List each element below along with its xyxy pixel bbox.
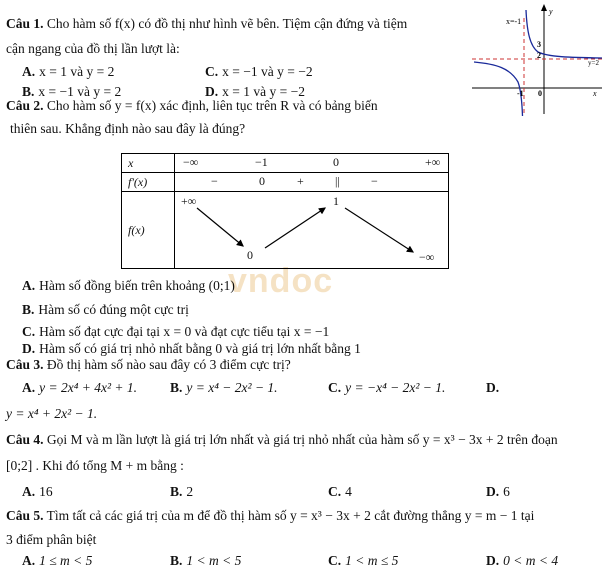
q2-text-1: Cho hàm số y = f(x) xác định, liên tục trên R và có bảng biến: [46, 98, 378, 113]
q1-option-d-label: D.: [205, 84, 219, 99]
vt-x-value-2: −1: [255, 155, 268, 169]
q2-option-a-label: A.: [22, 278, 36, 293]
q4-option-d-text: 6: [503, 484, 510, 499]
q2-line1: [6, 98, 378, 114]
q5-option-d[interactable]: [486, 553, 558, 569]
q3-option-d[interactable]: [486, 380, 503, 396]
q5-option-a[interactable]: [22, 553, 92, 569]
q1-option-a[interactable]: [22, 64, 114, 80]
vt-f-value-0: 0: [247, 248, 253, 262]
q3-option-a[interactable]: [22, 380, 137, 396]
tick-2: 2: [537, 51, 541, 60]
q5-line1: [6, 508, 534, 524]
q2-option-c[interactable]: [22, 324, 329, 340]
q1-option-b-text: x = −1 và y = 2: [38, 84, 122, 99]
q3-option-b-label: B.: [170, 380, 183, 395]
vt-x-label: x: [128, 155, 134, 170]
q1-option-b-label: B.: [22, 84, 35, 99]
q1-function-graph: [466, 2, 606, 120]
q1-option-d-text: x = 1 và y = −2: [222, 84, 305, 99]
q5-option-b-text: 1 < m < 5: [186, 553, 242, 568]
vt-fprime-header-cell: [122, 173, 175, 192]
vt-x-value-3: 0: [333, 155, 339, 169]
q4-option-c[interactable]: [328, 484, 352, 500]
q3-option-b-text: y = x⁴ − 2x² − 1.: [186, 380, 278, 395]
tick-minus-1: -1: [517, 89, 524, 98]
q4-text-1: Gọi M và m lần lượt là giá trị lớn nhất và giá trị nhỏ nhất của hàm số y = x³ − 3x + 2 trên đoạn: [46, 432, 558, 447]
q2-option-a[interactable]: [22, 278, 235, 294]
q3-line: [6, 357, 291, 373]
q4-option-a-text: 16: [39, 484, 53, 499]
vt-x-header-cell: [122, 154, 175, 173]
q4-option-b-text: 2: [186, 484, 194, 499]
q3-option-c[interactable]: [328, 380, 445, 396]
q3-option-c-text: y = −x⁴ − 2x² − 1.: [345, 380, 446, 395]
q5-line2: 3 điểm phân biệt: [6, 532, 97, 547]
watermark-logo: vndoc: [228, 262, 334, 300]
q4-line1: [6, 432, 558, 448]
q1-option-c[interactable]: [205, 64, 313, 80]
q2-option-c-label: C.: [22, 324, 36, 339]
vt-f-value-1: 1: [333, 194, 339, 208]
q4-number: Câu 4.: [6, 432, 44, 447]
vt-f-row: [175, 192, 449, 269]
q1-line1: [6, 16, 407, 32]
q5-number: Câu 5.: [6, 508, 44, 523]
vt-fprime-sign-1: −: [211, 174, 218, 188]
q1-line2: cận ngang của đồ thị lần lượt là:: [6, 41, 180, 56]
vt-fprime-sign-2: +: [297, 174, 304, 188]
q5-option-b-label: B.: [170, 553, 183, 568]
q3-option-a-label: A.: [22, 380, 36, 395]
graph-left-branch: [474, 62, 523, 116]
q1-text-1: Cho hàm số f(x) có đồ thị như hình vẽ bên. Tiệm cận đứng và tiệm: [46, 16, 408, 31]
y-axis-arrow-icon: [541, 4, 547, 11]
q2-option-d[interactable]: [22, 341, 361, 357]
q4-option-b[interactable]: [170, 484, 193, 500]
q2-option-a-text: Hàm số đồng biến trên khoảng (0;1): [39, 278, 235, 293]
q3-text: Đồ thị hàm số nào sau đây có 3 điểm cực trị?: [46, 357, 291, 372]
label-x-eq-m1: x=-1: [506, 17, 522, 26]
q1-option-a-text: x = 1 và y = 2: [39, 64, 115, 79]
arrow-down-1-icon: [197, 208, 243, 246]
q3-option-d-formula[interactable]: y = x⁴ + 2x² − 1.: [6, 406, 98, 421]
label-y-eq-2: y=2: [588, 59, 599, 67]
q5-option-c[interactable]: [328, 553, 398, 569]
q4-option-a[interactable]: [22, 484, 53, 500]
q5-option-c-text: 1 < m ≤ 5: [345, 553, 399, 568]
q4-option-d-label: D.: [486, 484, 500, 499]
q2-option-d-text: Hàm số có giá trị nhỏ nhất bằng 0 và giá trị lớn nhất bằng 1: [39, 341, 361, 356]
q3-number: Câu 3.: [6, 357, 44, 372]
vt-fprime-sign-3: −: [371, 174, 378, 188]
q3-option-d-label: D.: [486, 380, 500, 395]
q5-text-1: Tìm tất cả các giá trị của m để đồ thị hàm số y = x³ − 3x + 2 cắt đường thẳng y = m − 1 tại: [46, 508, 535, 523]
vt-fprime-row: [175, 173, 449, 192]
q1-option-c-label: C.: [205, 64, 219, 79]
q4-option-d[interactable]: [486, 484, 510, 500]
q1-number: Câu 1.: [6, 16, 44, 31]
q4-line2: [0;2] . Khi đó tổng M + m bằng :: [6, 458, 184, 473]
q2-option-b-label: B.: [22, 302, 35, 317]
q5-option-b[interactable]: [170, 553, 241, 569]
variation-table: [121, 153, 449, 269]
q4-option-a-label: A.: [22, 484, 36, 499]
q3-option-c-label: C.: [328, 380, 342, 395]
q5-option-d-text: 0 < m < 4: [503, 553, 559, 568]
tick-3: 3: [537, 40, 541, 49]
q2-option-b-text: Hàm số có đúng một cực trị: [38, 302, 189, 317]
q2-line2: thiên sau. Khẳng định nào sau đây là đúng?: [10, 121, 246, 136]
vt-fprime-undefined: ||: [335, 174, 340, 188]
vt-x-value-1: −∞: [183, 155, 199, 169]
q4-option-b-label: B.: [170, 484, 183, 499]
tick-origin: 0: [538, 89, 542, 98]
q1-option-a-label: A.: [22, 64, 36, 79]
q4-option-c-label: C.: [328, 484, 342, 499]
q3-option-b[interactable]: [170, 380, 278, 396]
q1-option-c-text: x = −1 và y = −2: [222, 64, 313, 79]
q3-option-a-text: y = 2x⁴ + 4x² + 1.: [39, 380, 138, 395]
vt-x-row: [175, 154, 449, 173]
vt-fprime-zero: 0: [259, 174, 265, 188]
vt-arrows: [175, 192, 449, 268]
q2-option-c-text: Hàm số đạt cực đại tại x = 0 và đạt cực tiểu tại x = −1: [39, 324, 330, 339]
vt-x-value-4: +∞: [425, 155, 441, 169]
q5-option-a-label: A.: [22, 553, 36, 568]
arrow-up-icon: [265, 208, 325, 248]
vt-f-value-plus-inf: +∞: [181, 194, 197, 208]
vt-fprime-label: f'(x): [128, 174, 148, 189]
arrow-down-2-icon: [345, 208, 413, 252]
label-x-axis: x: [593, 89, 597, 98]
vt-f-label: f(x): [128, 222, 145, 237]
label-y-axis: y: [549, 7, 553, 16]
vt-f-value-minus-inf: −∞: [419, 250, 435, 264]
q5-option-c-label: C.: [328, 553, 342, 568]
vt-f-header-cell: [122, 192, 175, 269]
q5-option-d-label: D.: [486, 553, 500, 568]
q2-number: Câu 2.: [6, 98, 44, 113]
q5-option-a-text: 1 ≤ m < 5: [39, 553, 93, 568]
q4-option-c-text: 4: [345, 484, 352, 499]
q2-option-b[interactable]: [22, 302, 189, 318]
q2-option-d-label: D.: [22, 341, 36, 356]
